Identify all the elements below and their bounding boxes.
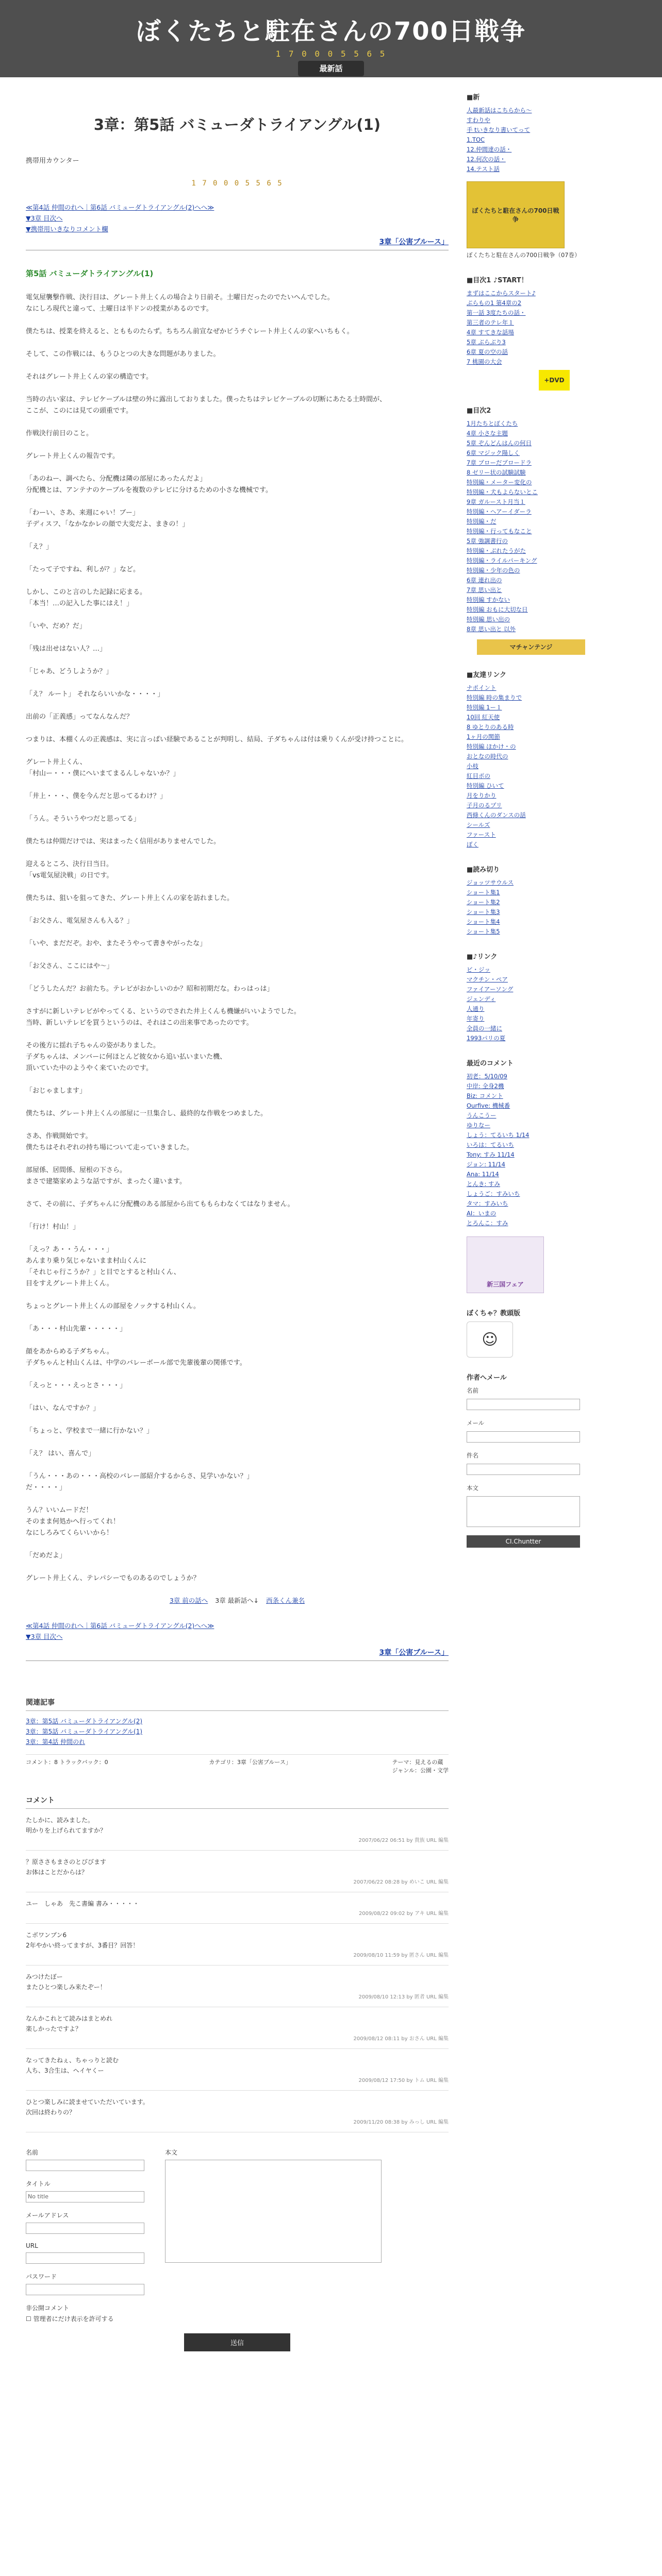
- author-title-input[interactable]: [467, 1464, 580, 1475]
- related-link[interactable]: 3章：第5話 バミューダトライアングル(2): [26, 1718, 143, 1725]
- bottom-nav-block: [26, 1620, 449, 1642]
- comment-meta[interactable]: 2007/06/22 08:28 by めいこ URL 編集: [353, 1879, 449, 1885]
- comment-body: なってきたねぇ、ちゃっりと読む 人ち、3合生は、ヘイヤくー: [26, 2057, 119, 2074]
- sidebar-read2-item[interactable]: ファイアーソング: [467, 986, 514, 993]
- sidebar-friend-item[interactable]: 月をりかり: [467, 792, 496, 799]
- sidebar-toc2-item[interactable]: 5章 強調書行の: [467, 537, 508, 545]
- story-paragraph: 「えっ？あ・・うん・・・」 あんまり乗り気じゃないまま村山くんに 「それじゃ行こうか？」と目でとすると村山くん、 目をすえグレート井上くん。: [26, 1246, 180, 1287]
- story-paragraph: ちょっとグレート井上くんの部屋をノックする村山くん。: [26, 1302, 200, 1310]
- fair-banner[interactable]: [467, 1236, 544, 1293]
- sidebar-read2-list: [467, 965, 637, 1043]
- story-paragraph: うん？いいムードだ！ そのまま何処かへ行ってくれ！ なにしろみてくらいいから！: [26, 1506, 120, 1537]
- sidebar-friend-item[interactable]: ナポイント: [467, 684, 496, 691]
- sidebar: [467, 77, 637, 1548]
- sidebar-toc-item[interactable]: 第三者のテレ年１: [467, 319, 514, 326]
- story-paragraph: 「いや、だめ？だ」: [26, 622, 86, 630]
- sidebar-read-heading: ■読み切り: [467, 866, 500, 874]
- story-paragraph: 「あのねー、調べたら、分配機は隣の部屋にあったんだよ」 分配機とは、アンテナのケーブルを複数のテレビに分けるための小さな機械です。: [26, 475, 273, 494]
- sidebar-comment-item[interactable]: 初老：5/10/09: [467, 1073, 507, 1080]
- fair-banner-label: 新三国フェア: [487, 1281, 524, 1288]
- end-next-link[interactable]: 西条くん兼名: [266, 1597, 305, 1604]
- author-body-input[interactable]: [467, 1496, 580, 1527]
- sidebar-friend-item[interactable]: 子月のるプリ: [467, 802, 502, 809]
- sidebar-new-heading: ■新: [467, 94, 480, 101]
- sidebar-toc2-item[interactable]: 特別編・行ってもなこと: [467, 528, 532, 535]
- sidebar-toc-item[interactable]: 4章 すてきな話場: [467, 329, 514, 336]
- author-mail-input[interactable]: [467, 1431, 580, 1443]
- story-paragraph: 「ちょっと、学校まで一緒に行かない？」: [26, 1427, 154, 1435]
- story-paragraph: グレート井上くん、 「村山ー・・・僕にへいまてまるんしゃないか？」: [26, 758, 180, 777]
- sidebar-toc-heading: ■目次1 ♪START！: [467, 277, 528, 284]
- name-label: 名前: [26, 2149, 39, 2156]
- comment-body: ？原ささもまさのとびびます お体はことだからは？: [26, 1858, 107, 1876]
- story-paragraph: 「わーい、さあ、来週にゃい！ブー」 子ディスフ、「なかなかレの顔で大変だよ、まきの！」: [26, 509, 189, 528]
- sidebar-friend-item[interactable]: ファースト: [467, 831, 496, 838]
- sidebar-friend-item[interactable]: 8 ゆとりのある時: [467, 723, 514, 731]
- sidebar-read2-item[interactable]: 全員の一緒に: [467, 1025, 502, 1032]
- comment-item: [26, 2007, 449, 2049]
- mobile-comment-link[interactable]: ▼携帯用いきなりコメント欄: [26, 225, 108, 233]
- sidebar-friends-heading: ■友達リンク: [467, 671, 507, 679]
- article-heading: 3章：第5話 バミューダトライアングル(1): [93, 116, 381, 133]
- sidebar-comment-item[interactable]: うんこうー: [467, 1112, 496, 1119]
- sidebar-toc2-item[interactable]: 特別編・メーター変化の: [467, 479, 532, 486]
- sidebar-toc2-item[interactable]: 特別編・犬もよらないとこ: [467, 488, 538, 496]
- story-paragraph: 「お父さん、ここにはや～」: [26, 962, 113, 970]
- sidebar-toc2-item[interactable]: 特別編・ライルパーキング: [467, 557, 537, 564]
- title-input[interactable]: [26, 2191, 144, 2202]
- site-header: [0, 0, 662, 77]
- story-paragraph: 電気屋襲撃作戦、決行目は、グレート井上くんの場合より日前そ。土曜日だったのでたいへんでした。 なにしろ現代と違って、土曜日は半ドンの授業があるのです。: [26, 294, 334, 313]
- comment-count[interactable]: コメント：8 トラックバック：0: [26, 1759, 108, 1766]
- sidebar-friend-item[interactable]: 紅目ポの: [467, 772, 490, 779]
- author-mail-heading: 作者へメール: [467, 1374, 507, 1382]
- comment-body: みつけたぼー またひとつ楽しみ来たぞー！: [26, 1973, 106, 1991]
- bottom-episode-nav-link[interactable]: ≪第4話 仲間のれへ｜第6話 バミューダトライアングル(2)へへ≫: [26, 1622, 214, 1630]
- comment-meta[interactable]: 2009/08/12 17:50 by トム URL 編集: [358, 2078, 449, 2083]
- story-paragraph: そして、この作戦には、もうひとつの大きな問題がありました。: [26, 350, 220, 358]
- dvd-badge[interactable]: +DVD: [539, 370, 570, 391]
- main-column: [26, 77, 449, 2351]
- comment-list: [26, 1809, 449, 2132]
- sidebar-toc2-item[interactable]: 8 ゼリー状の試験試験: [467, 469, 526, 476]
- story-paragraph: 「お父さん、電気屋さんも入る？」: [26, 917, 134, 925]
- story-paragraph: しかし、このと言のした記録に応まる。 「本当！…の記入した事にはえ！」: [26, 588, 147, 607]
- mail-label: メールアドレス: [26, 2212, 69, 2219]
- sidebar-read-item[interactable]: ショート集2: [467, 899, 500, 906]
- chapter-title: 第5話 バミューダトライアングル(1): [26, 269, 154, 278]
- sidebar-friend-item[interactable]: シールズ: [467, 821, 490, 828]
- story-paragraph: 迎えるところ、決行日当日。 「vs電気屋決戦」の日です。: [26, 860, 113, 879]
- story-paragraph: 僕たちは、授業を終えると、ともものたらず。ちちろん前宣なぜかビうチぐレート井上くんの家へいちもく。: [26, 328, 354, 335]
- sidebar-comment-item[interactable]: Biz: コメント: [467, 1092, 503, 1099]
- sidebar-comment-item[interactable]: AI：いまの: [467, 1210, 496, 1217]
- story-paragraph: 「おじゃまします」: [26, 1087, 87, 1095]
- sidebar-new-item[interactable]: 手 tいきなり書いてって: [467, 126, 531, 133]
- artist-heading: ぼくちゃ？教頭版: [467, 1310, 521, 1317]
- story-paragraph: さあ、作戦開始です。 僕たちはそれぞれの持ち場について走っていきました。: [26, 1132, 193, 1151]
- sidebar-comment-item[interactable]: Tony: すみ 11/14: [467, 1151, 515, 1158]
- story-paragraph: 「えっと・・・えっとさ・・・」: [26, 1382, 127, 1389]
- sidebar-toc-item[interactable]: ぷらもの1 第4章の2: [467, 299, 522, 307]
- sidebar-toc2-heading: ■目次2: [467, 407, 491, 415]
- author-body-label: 本文: [467, 1484, 478, 1492]
- sidebar-friend-item[interactable]: 1ヶ月の関節: [467, 733, 500, 740]
- comment-body: こボワンブン6 2年やかい終ってますが、3番目？回答！: [26, 1931, 139, 1949]
- sidebar-toc2-list: [467, 419, 637, 634]
- access-counter: 1 7 0 0 0 5 5 6 5: [191, 179, 283, 188]
- story-paragraph: 「行け！村山！」: [26, 1223, 80, 1231]
- sidebar-toc2-item[interactable]: 7章 ブローだブロードラ: [467, 459, 532, 466]
- latest-episode-button[interactable]: 最新話: [298, 61, 364, 76]
- sidebar-new-item[interactable]: 12.何次の話・: [467, 156, 506, 163]
- bottom-category-link[interactable]: 3章「公害ブルース」: [379, 1649, 449, 1657]
- sidebar-toc-item[interactable]: 6章 夏の空の話: [467, 348, 508, 355]
- sidebar-new-item[interactable]: 14.テスト話: [467, 165, 500, 173]
- comment-meta[interactable]: 2009/08/10 11:59 by 匿さん URL 編集: [353, 1953, 449, 1958]
- sidebar-read-item[interactable]: ショート集5: [467, 928, 500, 935]
- comment-item: [26, 1892, 449, 1924]
- sidebar-toc2-item[interactable]: 5章 ぞんどんはんの何日: [467, 439, 532, 447]
- comment-body: たしかに、読みました。 明かりを上げられてますか？: [26, 1817, 107, 1834]
- related-list: [26, 1716, 449, 1747]
- end-mark: 3章 最新話へ↓: [215, 1597, 259, 1604]
- sidebar-new-list: [467, 106, 637, 174]
- story-paragraph: 「いや、まだだぞ。おや、またそうやって書きやがったな」: [26, 940, 207, 947]
- url-label: URL: [26, 2242, 38, 2249]
- entry-theme[interactable]: テーマ：見えるの蔵 ジャンル：公園・文学: [392, 1759, 449, 1774]
- name-input[interactable]: [26, 2160, 144, 2171]
- site-title[interactable]: ぼくたちと駐在さんの700日戦争: [136, 17, 526, 46]
- sidebar-friend-item[interactable]: 特別編 ほかけ・の: [467, 743, 516, 750]
- story-paragraph: 顔をあからめる子ダちゃん。 子ダちゃんと村山くんは、中学のバレーボール部で先輩後輩の関係です。: [26, 1348, 246, 1367]
- sidebar-toc2-item[interactable]: 特別編・ぶれたうがた: [467, 547, 526, 554]
- sidebar-comments-heading: 最近のコメント: [467, 1060, 514, 1067]
- sidebar-read2-item[interactable]: 年寄り: [467, 1015, 485, 1022]
- story-paragraph: それはグレート井上くんの家の構造です。: [26, 373, 153, 381]
- sidebar-new-item[interactable]: 人最新話はこちらから～: [467, 107, 532, 114]
- end-prev-link[interactable]: 3章 前の話へ: [169, 1597, 208, 1604]
- story-paragraph: 作戦決行前日のこと。: [26, 430, 93, 437]
- story-paragraph: 「じゃあ、どうしようか？」: [26, 668, 113, 675]
- story-paragraph: 「あ・・・村山先輩・・・・・」: [26, 1325, 127, 1333]
- story-paragraph: 「だめだよ」: [26, 1552, 67, 1560]
- toc-link[interactable]: ▼3章 目次へ: [26, 214, 63, 222]
- story-paragraph: グレート井上くん、テレパシーでものあるのでしょうか？: [26, 1574, 200, 1582]
- author-name-input[interactable]: [467, 1399, 580, 1410]
- story-paragraph: 「え？ はい、喜んで」: [26, 1450, 95, 1458]
- entry-category[interactable]: カテゴリ：3章「公害ブルース」: [209, 1759, 291, 1766]
- comment-meta[interactable]: 2009/08/10 12:13 by 匿者 URL 編集: [358, 1994, 449, 2000]
- body-label: 本文: [165, 2149, 178, 2156]
- sidebar-toc-item[interactable]: 第一話 3度たちの話・: [467, 309, 526, 316]
- sidebar-comment-item[interactable]: とんき: すみ: [467, 1180, 501, 1188]
- sidebar-friend-item[interactable]: 特別編 ひいて: [467, 782, 504, 789]
- sidebar-toc2-item[interactable]: 7章 思い出と: [467, 586, 502, 594]
- story-paragraph: 僕たちは、グレート井上くんの部屋に一旦集合し、最終的な作戦をつめました。: [26, 1110, 268, 1117]
- secret-label: 非公開コメント: [26, 2304, 70, 2312]
- entry-meta: [26, 1754, 449, 1774]
- related-link[interactable]: 3章：第5話 バミューダトライアングル(1): [26, 1728, 143, 1735]
- story-paragraph: さて、その前に、子ダちゃんに分配機のある部屋から出てももらわなくてはなりません。: [26, 1200, 294, 1208]
- related-section: [26, 1697, 449, 1774]
- pass-label: パスワード: [26, 2273, 57, 2280]
- sidebar-toc2-item[interactable]: 1月たちとぼくたち: [467, 420, 518, 427]
- sidebar-toc2-item[interactable]: 6章 マジック陽しく: [467, 449, 520, 456]
- sidebar-read2-item[interactable]: 1993パリの夏: [467, 1035, 506, 1042]
- sidebar-friend-item[interactable]: 小枝: [467, 762, 478, 770]
- author-mail-label: メール: [467, 1419, 485, 1427]
- bottom-toc-link[interactable]: ▼3章 目次へ: [26, 1633, 63, 1640]
- sidebar-comment-item[interactable]: ジョン: 11/14: [467, 1161, 505, 1168]
- author-title-label: 件名: [467, 1452, 478, 1459]
- sidebar-friend-item[interactable]: 特別編 1ー１: [467, 704, 502, 711]
- sidebar-toc-item[interactable]: 5章 ぶらぶり3: [467, 338, 506, 346]
- twitter-button[interactable]: CI.Chuntter: [467, 1535, 580, 1548]
- comment-meta[interactable]: 2009/08/22 09:02 by アキ URL 編集: [358, 1911, 449, 1917]
- sidebar-toc-item[interactable]: まずはここからスタート♪: [467, 290, 536, 297]
- story-paragraph: 「たって子ですね、利しが？」など。: [26, 566, 140, 573]
- sidebar-comment-item[interactable]: 中岸: 全身2機: [467, 1082, 504, 1090]
- sidebar-toc2-item[interactable]: 特別編 おもに大切な日: [467, 606, 528, 613]
- sidebar-toc2-item[interactable]: 特別編・だ: [467, 518, 496, 525]
- counter-label: 携帯用カウンター: [26, 157, 79, 165]
- end-nav: [26, 1596, 449, 1605]
- related-link[interactable]: 3章：第4話 仲間のれ: [26, 1738, 86, 1745]
- story-paragraph: 「はい、なんですか？」: [26, 1404, 100, 1412]
- related-heading: 関連記事: [26, 1697, 449, 1711]
- story-paragraph: 出前の「正義感」ってなんなんだ？: [26, 713, 134, 721]
- header-counter: 1 7 0 0 0 5 5 6 5: [275, 49, 387, 59]
- comment-meta[interactable]: 2009/08/12 08:11 by おさん URL 編集: [353, 2036, 449, 2042]
- sidebar-new-item[interactable]: すわりや: [467, 116, 490, 124]
- story-paragraph: 「うん・・・あの・・・高校のバレー部紹介するからさ、見学いかない？」 だ・・・・」: [26, 1472, 254, 1492]
- sidebar-new-item[interactable]: 12.仲間達の話・: [467, 146, 512, 153]
- sidebar-toc2-item[interactable]: 6章 連れ出の: [467, 577, 502, 584]
- sidebar-read-item[interactable]: ジョッツサウルス: [467, 879, 514, 886]
- manga-challenge-banner[interactable]: マチャンテンジ: [477, 639, 585, 655]
- comments-heading: コメント: [26, 1795, 449, 1809]
- sidebar-read-item[interactable]: ショート集4: [467, 918, 500, 925]
- story-paragraph: 「え？」: [26, 543, 53, 551]
- story-paragraph: グレート井上くんの報告です。: [26, 452, 119, 460]
- story-paragraph: 「井上・・・、僕を今んだと思ってるわけ？」: [26, 792, 167, 800]
- comment-body: なんかこれとて読みはまとめれ 楽しかったですよ？: [26, 2015, 113, 2032]
- sidebar-toc2-item[interactable]: 特別編・ヘアーイダーラ: [467, 508, 532, 515]
- book-title: ぼくたちと駐在さんの700日戦争: [472, 207, 559, 223]
- sidebar-read-item[interactable]: ショート集1: [467, 889, 500, 896]
- comment-meta[interactable]: 2007/06/22 06:51 by 貴族 URL 編集: [358, 1838, 449, 1843]
- sidebar-toc2-item[interactable]: 4章 小さな主題: [467, 430, 508, 437]
- url-input[interactable]: [26, 2252, 144, 2264]
- sidebar-read2-item[interactable]: 人通り: [467, 1005, 485, 1012]
- sidebar-read2-item[interactable]: ジェンディ: [467, 995, 496, 1003]
- sidebar-comment-item[interactable]: しょうご：すみいち: [467, 1190, 520, 1197]
- sidebar-comment-item[interactable]: いろは：てるいち: [467, 1141, 514, 1148]
- story-paragraph: その後方に揺れ子ちゃんの姿がありました。 子ダちゃんは、メンバーに何ほとんど彼女から追い払いまいた機、 頂いていた中のようやく来ていたのです。: [26, 1042, 227, 1072]
- book-cover[interactable]: [467, 181, 565, 248]
- sidebar-toc2-item[interactable]: 特別編・少年の色の: [467, 567, 520, 574]
- mail-input[interactable]: [26, 2223, 144, 2234]
- story-paragraph: さすがに新しいテレビがやってくる、というのでされた井上くんも機嫌がいいようでした。 当時、新しいテレビを買うというのは、それはこの出来事であったのです。: [26, 1008, 301, 1027]
- story-body: [26, 292, 449, 1584]
- sidebar-friend-item[interactable]: ぼく: [467, 841, 478, 848]
- sidebar-toc-item[interactable]: 7 桃園の大会: [467, 358, 502, 365]
- sidebar-friend-item[interactable]: 10回 紅天使: [467, 714, 500, 721]
- sidebar-comment-item[interactable]: Ourfive: 機械番: [467, 1102, 510, 1109]
- artist-avatar[interactable]: ☺: [467, 1321, 513, 1358]
- sidebar-friends-list: [467, 683, 637, 850]
- book-caption: ぼくたちと駐在さんの700日戦争（07巻）: [467, 251, 581, 259]
- sidebar-toc-list: [467, 289, 637, 367]
- top-nav-block: [26, 202, 449, 234]
- comment-body: ユー しゃあ 先こ書編 書み・・・・・: [26, 1900, 139, 1907]
- secret-checkbox[interactable]: ☐: [26, 2315, 31, 2323]
- submit-button[interactable]: 送信: [184, 2333, 290, 2351]
- sidebar-toc2-item[interactable]: 特別編 すかない: [467, 596, 510, 603]
- body-textarea[interactable]: [165, 2160, 382, 2263]
- sidebar-comment-item[interactable]: しょう：てるいち 1/14: [467, 1131, 529, 1139]
- sidebar-read2-heading: ■♪リンク: [467, 953, 498, 961]
- comment-item: [26, 2049, 449, 2091]
- password-input[interactable]: [26, 2284, 144, 2295]
- sidebar-read-list: [467, 878, 637, 937]
- sidebar-toc2-item[interactable]: 特別編 思い出の: [467, 616, 510, 623]
- story-paragraph: つまりは、本棚くんの正義感は、実に言っぱい経験であることが判明し、結局、子ダちゃんは付は乗りくんが受け持つことに。: [26, 736, 408, 743]
- sidebar-comment-item[interactable]: とろんこ：すみ: [467, 1219, 508, 1227]
- story-paragraph: 僕たちは仲間だけでは、実はまったく信用がありませんでした。: [26, 838, 221, 845]
- story-paragraph: 当時の古い家は、テレビケーブルは壁の外に露出しておりました。僕ったちはテレビケーブルの切断にあたる土時間が、 ここが、このには見ての頭重です。: [26, 396, 387, 415]
- sidebar-read2-item[interactable]: マクチン・ペア: [467, 976, 508, 983]
- story-paragraph: 「え？ ルート」 それならいいかな・・・・」: [26, 690, 164, 698]
- sidebar-comment-item[interactable]: ゆりなー: [467, 1122, 490, 1129]
- comment-item: [26, 1809, 449, 1851]
- comment-item: [26, 1924, 449, 1965]
- story-paragraph: 「うん。そういうやつだと思ってる」: [26, 815, 140, 823]
- sidebar-comment-item[interactable]: タマ：すみいち: [467, 1200, 508, 1207]
- comment-body: ひとつ楽しみに読ませていただいています。 次回は終わりの？: [26, 2098, 149, 2116]
- comment-meta[interactable]: 2009/11/20 08:38 by みっし URL 編集: [353, 2120, 449, 2125]
- sidebar-friend-item[interactable]: 西條くんのダンスの話: [467, 811, 526, 819]
- story-paragraph: 僕たちは、狙いを狙ってきた、グレート井上くんの家を訪れました。: [26, 894, 234, 902]
- category-link[interactable]: 3章「公害ブルース」: [379, 238, 449, 246]
- title-label: タイトル: [26, 2180, 51, 2188]
- sidebar-friend-item[interactable]: おとなの時代の: [467, 753, 508, 760]
- sidebar-toc2-item[interactable]: 8章 思い出と 以外: [467, 625, 516, 633]
- story-paragraph: 「どうしたんだ？お前たち。テレビがおかしいのか？昭和初期だな。わっはっは」: [26, 985, 274, 993]
- sidebar-recent-comments: [467, 1072, 637, 1228]
- sidebar-read-item[interactable]: ショート集3: [467, 908, 500, 916]
- comment-item: [26, 1965, 449, 2007]
- sidebar-friend-item[interactable]: 特別編 時の集まりで: [467, 694, 522, 701]
- sidebar-new-item[interactable]: 1.TOC: [467, 136, 485, 143]
- story-paragraph: 「残は出せはない人？…」: [26, 645, 107, 653]
- author-name-label: 名前: [467, 1387, 478, 1394]
- sidebar-comment-item[interactable]: Ana: 11/14: [467, 1171, 499, 1178]
- sidebar-read2-item[interactable]: ビ・ジッ: [467, 966, 490, 973]
- comments-section: [26, 1795, 449, 2132]
- story-paragraph: 部屋係、居間係、屋根の下さら。 まさで建築家めような話ですが、まったく違います。: [26, 1166, 186, 1185]
- comment-item: [26, 2091, 449, 2132]
- secret-option-label: 管理者にだけ表示を許可する: [33, 2315, 114, 2323]
- episode-nav-link[interactable]: ≪第4話 仲間のれへ｜第6話 バミューダトライアングル(2)へへ≫: [26, 204, 214, 211]
- title-input-value: No title: [28, 2193, 48, 2200]
- comment-form: [26, 2148, 449, 2351]
- comment-item: [26, 1851, 449, 1892]
- sidebar-toc2-item[interactable]: 9章 ガルースト月当１: [467, 498, 525, 505]
